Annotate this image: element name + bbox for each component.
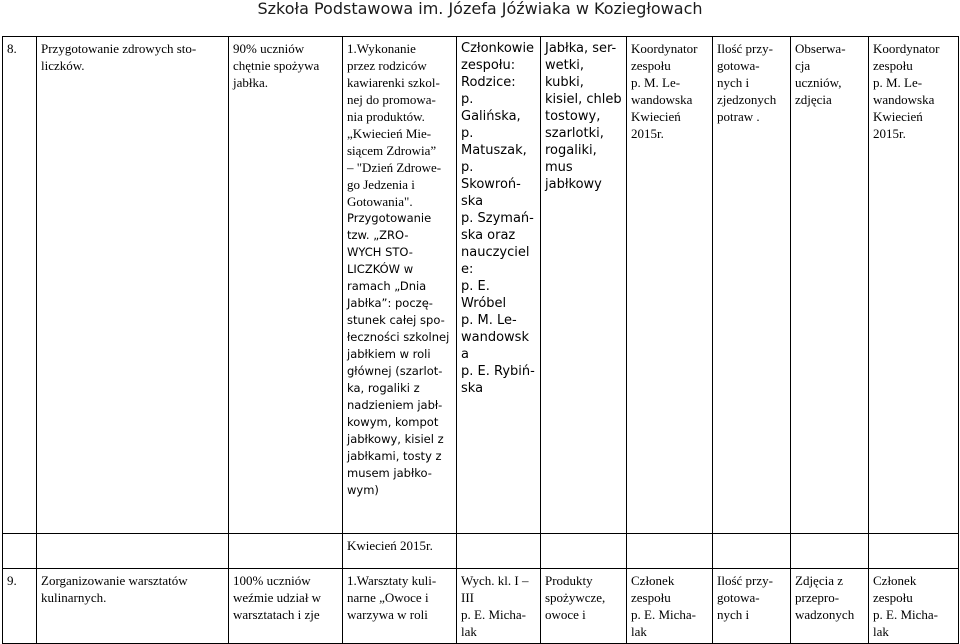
school-name: Szkoła Podstawowa im. Józefa Jóźwiaka w Koziegłowach <box>257 0 703 18</box>
cell-empty <box>713 534 791 569</box>
cell-resources: Jabłka, ser- wetki, kubki, kisiel, chleb tostowy, szarlotki, rogaliki, mus jabłkowy <box>541 37 627 534</box>
cell-task: Przygotowanie zdrowych sto- liczków. <box>37 37 229 534</box>
cell-observation: Obserwa- cja uczniów, zdjęcia <box>791 37 869 534</box>
cell-empty <box>627 534 713 569</box>
cell-empty <box>541 534 627 569</box>
cell-method <box>343 37 457 534</box>
cell-coordinator: Członek zespołu p. E. Micha- lak <box>627 569 713 644</box>
cell-number: 9. <box>3 569 37 644</box>
cell-empty <box>791 534 869 569</box>
table-row-8-term <box>3 534 959 569</box>
cell-resources: Produkty spożywcze, owoce i <box>541 569 627 644</box>
cell-monitor: Członek zespołu p. E. Micha- lak <box>869 569 959 644</box>
cell-empty <box>229 534 343 569</box>
method-text-part2: Przygotowanie tzw. „ZRO- WYCH STO- LICZKÓW w ramach „Dnia Jabłka”: poczę- stunek całej spo- łeczności szkolnej jabłkiem w roli głównej (szarlot- ka, rogaliki z nadzieniem jabł- kowym, kompot jabłkowy, kisiel z jabłkami, tosty z musem jabłko- wym) <box>347 211 450 497</box>
cell-term: Kwiecień 2015r. <box>343 534 457 569</box>
activity-plan-table <box>2 36 959 644</box>
table-row-8 <box>3 37 959 534</box>
cell-measure: Ilość przy- gotowa- nych i zjedzonych potraw . <box>713 37 791 534</box>
cell-coordinator: Koordynator zespołu p. M. Le- wandowska Kwiecień 2015r. <box>627 37 713 534</box>
cell-indicator: 90% uczniów chętnie spożywa jabłka. <box>229 37 343 534</box>
cell-responsible: Wych. kl. I – III p. E. Micha- lak <box>457 569 541 644</box>
cell-observation: Zdjęcia z przepro- wadzonych <box>791 569 869 644</box>
cell-number: 8. <box>3 37 37 534</box>
cell-method: 1.Warsztaty kuli- narne „Owoce i warzywa w roli <box>343 569 457 644</box>
page-header <box>0 0 960 26</box>
method-text-part1: 1.Wykonanie przez rodziców kawiarenki szkol- nej do promowa- nia produktów. „Kwiecień Mie- siącem Zdrowia” – "Dzień Zdrowe- go Jedzenia i Gotowania". <box>347 41 442 209</box>
table-row-9 <box>3 569 959 644</box>
cell-empty <box>37 534 229 569</box>
cell-monitor: Koordynator zespołu p. M. Le- wandowska Kwiecień 2015r. <box>869 37 959 534</box>
cell-task: Zorganizowanie warsztatów kulinarnych. <box>37 569 229 644</box>
cell-responsible: Członkowie zespołu: Rodzice: p. Galińska, p. Matuszak, p. Skowroń- ska p. Szymań- ska oraz nauczyciele: p. E. Wróbel p. M. Le- wandowska p. E. Rybiń- ska <box>457 37 541 534</box>
cell-empty <box>3 534 37 569</box>
cell-indicator: 100% uczniów weźmie udział w warsztatach i zje <box>229 569 343 644</box>
cell-empty <box>869 534 959 569</box>
cell-measure: Ilość przy- gotowa- nych i <box>713 569 791 644</box>
cell-empty <box>457 534 541 569</box>
